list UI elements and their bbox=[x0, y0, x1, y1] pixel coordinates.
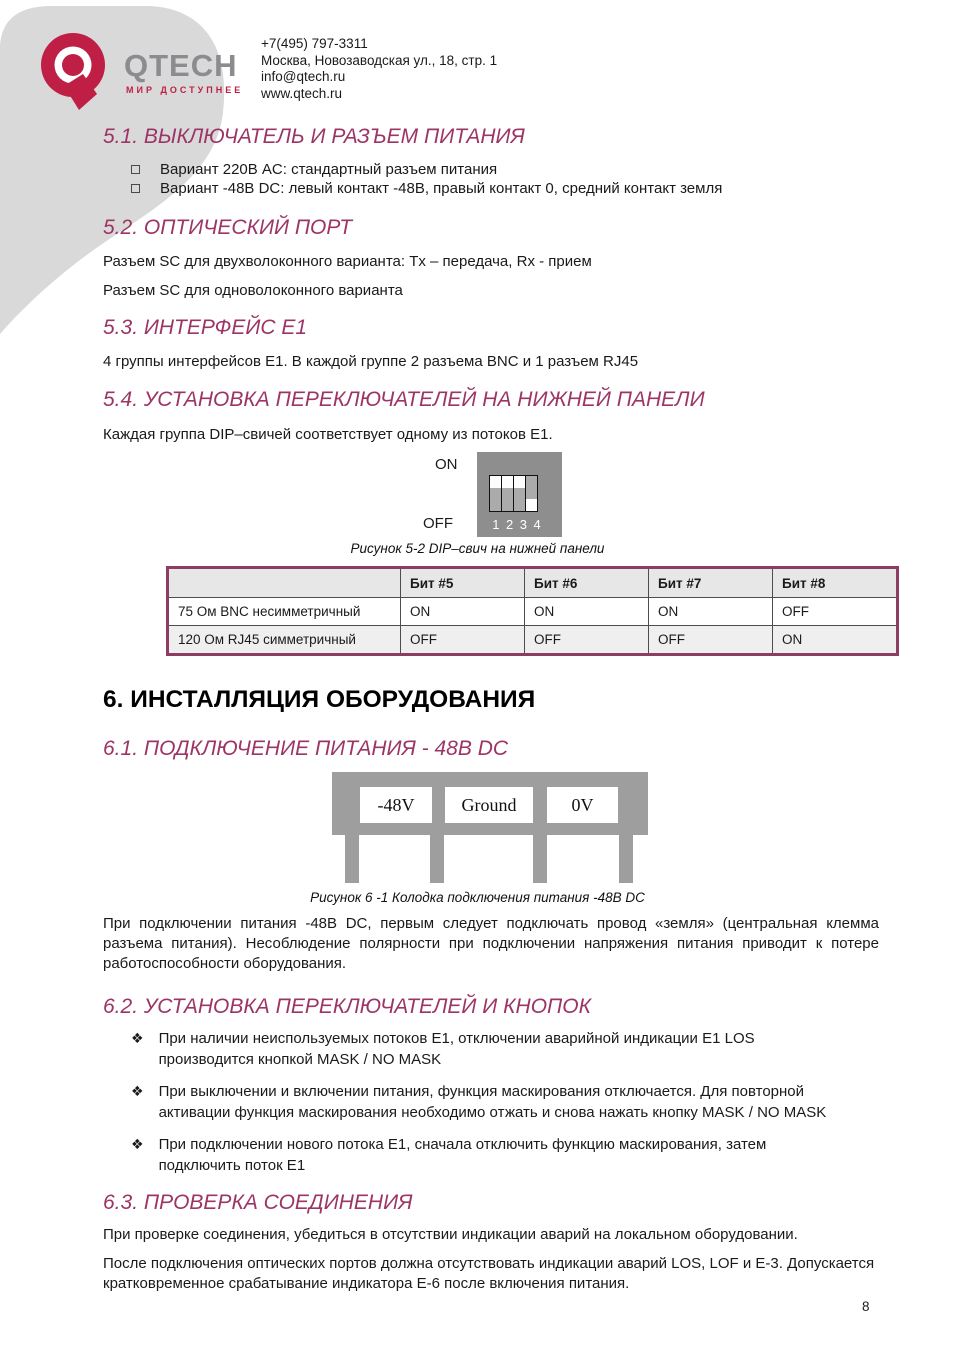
section-title-5-4: 5.4. УСТАНОВКА ПЕРЕКЛЮЧАТЕЛЕЙ НА НИЖНЕЙ ПАНЕЛИ bbox=[103, 388, 705, 411]
contact-phone: +7(495) 797-3311 bbox=[261, 36, 368, 51]
dip-off-label: OFF bbox=[423, 515, 453, 532]
column-header: Бит #6 bbox=[525, 568, 649, 598]
dip-switches bbox=[489, 475, 537, 512]
dip-switch-knob bbox=[490, 476, 501, 488]
diamond-bullet-icon: ❖ bbox=[131, 1083, 144, 1099]
list-item bbox=[131, 1028, 855, 1070]
cell-value: OFF bbox=[649, 626, 773, 655]
figure-caption-5-2: Рисунок 5-2 DIP–свич на нижней панели bbox=[350, 541, 605, 556]
dip-pin-label: 2 bbox=[506, 517, 514, 532]
dip-switch-block bbox=[477, 452, 562, 537]
cell-value: OFF bbox=[525, 626, 649, 655]
cell-value: ON bbox=[525, 598, 649, 626]
dip-pin-label: 1 bbox=[492, 517, 500, 532]
bit-settings-table bbox=[166, 566, 899, 656]
list-item-text: Вариант 220В AC: стандартный разъем питания bbox=[160, 161, 498, 178]
paragraph: 4 группы интерфейсов E1. В каждой группе 2 разъема BNC и 1 разъем RJ45 bbox=[103, 353, 639, 370]
table-header-row bbox=[168, 568, 898, 598]
cell-value: OFF bbox=[401, 626, 525, 655]
contact-block bbox=[261, 36, 497, 102]
paragraph: После подключения оптических портов должна отсутствовать индикации аварий LOS, LOF и E-3. Допускается кратковременное срабатывание индикатора E-6 после включения питания. bbox=[103, 1255, 875, 1292]
brand-name: QTECH bbox=[124, 48, 238, 83]
bullet-list-5-1 bbox=[131, 160, 722, 198]
list-item-text: При подключении нового потока E1, сначала отключить функцию маскирования, затем подключить поток E1 bbox=[158, 1136, 767, 1174]
power-terminal-figure bbox=[332, 772, 648, 883]
section-title-5-2: 5.2. ОПТИЧЕСКИЙ ПОРТ bbox=[103, 216, 353, 239]
contact-email: info@qtech.ru bbox=[261, 69, 346, 84]
dip-switch-knob bbox=[526, 499, 537, 511]
brand-tagline: МИР ДОСТУПНЕЕ bbox=[126, 85, 244, 95]
column-header: Бит #8 bbox=[773, 568, 898, 598]
table-row bbox=[168, 598, 898, 626]
cell-value: OFF bbox=[773, 598, 898, 626]
page-number: 8 bbox=[862, 1299, 870, 1314]
section-title-6-1: 6.1. ПОДКЛЮЧЕНИЕ ПИТАНИЯ - 48В DC bbox=[103, 737, 509, 760]
list-item bbox=[131, 179, 722, 198]
column-header: Бит #7 bbox=[649, 568, 773, 598]
dip-pin-label: 3 bbox=[519, 517, 527, 532]
column-header: Бит #5 bbox=[401, 568, 525, 598]
dip-pin-numbers bbox=[489, 517, 544, 532]
terminal-leg bbox=[345, 835, 359, 883]
terminal-label-minus48v: -48V bbox=[360, 787, 432, 823]
contact-address: Москва, Новозаводская ул., 18, стр. 1 bbox=[261, 52, 498, 68]
list-item-text: При выключении и включении питания, функция маскирования отключается. Для повторной активации функция маскирования необходимо отжать и снова нажать кнопку MASK / NO MASK bbox=[158, 1083, 827, 1121]
qtech-logo-icon bbox=[36, 26, 116, 117]
dip-switch-knob bbox=[514, 476, 525, 488]
dip-switch-knob bbox=[502, 476, 513, 488]
figure-caption-6-1: Рисунок 6 -1 Колодка подключения питания -48В DC bbox=[310, 890, 645, 905]
paragraph: Разъем SC для двухволоконного варианта: Tx – передача, Rx - прием bbox=[103, 253, 592, 270]
section-title-5-1: 5.1. ВЫКЛЮЧАТЕЛЬ И РАЗЪЕМ ПИТАНИЯ bbox=[103, 125, 525, 148]
row-label: 120 Ом RJ45 симметричный bbox=[168, 626, 401, 655]
row-label: 75 Ом BNC несимметричный bbox=[168, 598, 401, 626]
dip-pin-label: 4 bbox=[533, 517, 541, 532]
diamond-bullet-icon: ❖ bbox=[131, 1030, 144, 1046]
terminal-label-ground: Ground bbox=[445, 787, 533, 823]
list-item bbox=[131, 160, 722, 179]
terminal-leg bbox=[619, 835, 633, 883]
square-bullet-icon bbox=[131, 184, 140, 193]
paragraph: Каждая группа DIP–свичей соответствует одному из потоков E1. bbox=[103, 426, 553, 443]
dip-switch-4 bbox=[525, 475, 538, 512]
list-item bbox=[131, 1081, 855, 1123]
diamond-bullet-icon: ❖ bbox=[131, 1136, 144, 1152]
section-title-6-3: 6.3. ПРОВЕРКА СОЕДИНЕНИЯ bbox=[103, 1191, 413, 1214]
bullet-list-6-2 bbox=[131, 1028, 855, 1187]
section-title-5-3: 5.3. ИНТЕРФЕЙС E1 bbox=[103, 316, 308, 339]
terminal-label-0v: 0V bbox=[547, 787, 618, 823]
cell-value: ON bbox=[649, 598, 773, 626]
terminal-leg bbox=[533, 835, 547, 883]
qtech-logo bbox=[36, 26, 243, 117]
square-bullet-icon bbox=[131, 165, 140, 174]
column-header bbox=[168, 568, 401, 598]
list-item-text: При наличии неиспользуемых потоков E1, отключении аварийной индикации E1 LOS производится кнопкой MASK / NO MASK bbox=[158, 1030, 755, 1068]
table-row bbox=[168, 626, 898, 655]
paragraph: Разъем SC для одноволоконного варианта bbox=[103, 282, 403, 299]
dip-switch-figure bbox=[420, 452, 580, 538]
cell-value: ON bbox=[773, 626, 898, 655]
paragraph: При проверке соединения, убедиться в отсутствии индикации аварий на локальном оборудовании. bbox=[103, 1226, 798, 1243]
list-item-text: Вариант -48В DC: левый контакт -48В, правый контакт 0, средний контакт земля bbox=[160, 180, 723, 197]
terminal-leg bbox=[430, 835, 444, 883]
chapter-title-6: 6. ИНСТАЛЛЯЦИЯ ОБОРУДОВАНИЯ bbox=[103, 686, 536, 713]
contact-website: www.qtech.ru bbox=[261, 85, 343, 101]
list-item bbox=[131, 1134, 855, 1176]
dip-on-label: ON bbox=[435, 456, 458, 473]
cell-value: ON bbox=[401, 598, 525, 626]
section-title-6-2: 6.2. УСТАНОВКА ПЕРЕКЛЮЧАТЕЛЕЙ И КНОПОК bbox=[103, 995, 591, 1018]
paragraph: При подключении питания -48В DC, первым следует подключать провод «земля» (центральная клемма разъема питания). Несоблюдение полярности при подключении напряжения питания приводит к потере работоспособности оборудования. bbox=[103, 915, 879, 972]
